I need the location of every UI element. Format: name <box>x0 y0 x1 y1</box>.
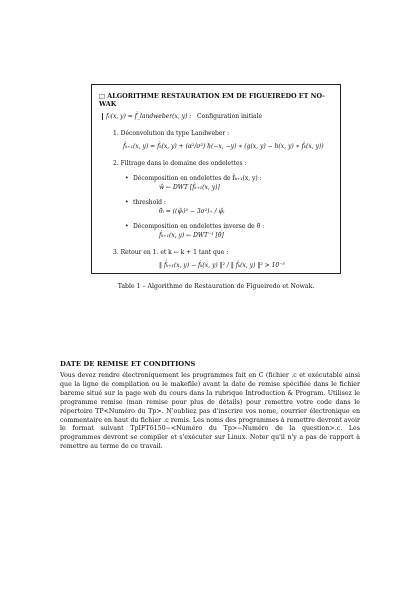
bullet-2-formula: θ̂ᵢ = ((ψ̂ᵢ)² − 3σ²)₊ / ψ̂ᵢ <box>159 208 225 215</box>
algorithm-title: □ ALGORITHME RESTAURATION EM DE FIGUEIREDO ET NO-WAK <box>99 92 325 108</box>
algorithm-box <box>91 84 341 274</box>
bullet-2-text: threshold : <box>133 199 166 206</box>
section-body: Vous devez rendre électroniquement les programmes fait en C (fichier .c et exécutable ainsi que la ligne de compilation ou le makefile) avant la date de remise spécifiée dans le fichier bareme situé sur la page web du cours dans la rubrique Introduction & Program. Utilisez le programme remise (man remise pour plus de détails) pour remettre votre code dans le répertoire TP<Numéro du Tp>. N'oubliez pas d'inscrire vos nome, courrier électronique en commentaire en haut du fichier .c remis. Les noms des programmes à remettre devront avoir le format suivant TpIFT6150−<Numéro du Tp>−Numéro de la question>.c. Les programmes devront se compiler et s'exécuter sur Linux. Noter qu'il n'y a pas de rapport à remettre au terme de ce travail. <box>60 372 360 451</box>
section-title: DATE DE REMISE ET CONDITIONS <box>60 360 196 368</box>
init-label: Configuration initiale <box>197 113 263 120</box>
table-caption: Table 1 – Algorithme de Restauration de Figueiredo et Nowak. <box>117 283 315 290</box>
bullet-3: • Décomposition en ondelettes inverse de θ̂ : <box>125 223 265 230</box>
step-2: 2. Filtrage dans le domaine des ondelettes : <box>113 160 247 167</box>
bullet-1: • Décomposition en ondelettes de f̂ₖ₊₁(x, y) : <box>125 175 262 182</box>
init-formula: f₀(x, y) = f̂_landweber(x, y) : <box>106 113 192 120</box>
bullet-3-formula: f̂ₖ₊₁(x, y) ← DWT⁻¹ [θ̂] <box>159 232 224 239</box>
bullet-1-formula: ŵ ← DWT [f̂ₖ₊₁(x, y)] <box>159 184 220 191</box>
step-1: 1. Déconvolution du type Landweber : <box>113 130 230 137</box>
bullet-3-text: Décomposition en ondelettes inverse de θ̂ : <box>133 223 265 230</box>
step-3-formula: ‖ f̂ₖ₊₁(x, y) − f̂ₖ(x, y) ‖² / ‖ f̂ₖ(x, y) ‖² > 10⁻⁵ <box>159 262 285 269</box>
bullet-1-text: Décomposition en ondelettes de f̂ₖ₊₁(x, y) : <box>133 175 262 182</box>
step-1-formula: f̂ₖ₊₁(x, y) = f̂ₖ(x, y) + (α²/σ²) h(−x, −y) ∗ (g(x, y) − h(x, y) ∗ f̂ₖ(x, y)) <box>123 143 324 150</box>
step-3: 3. Retour en 1. et k ← k + 1 tant que : <box>113 249 229 256</box>
bullet-2: • threshold : <box>125 199 166 206</box>
init-line <box>102 113 333 120</box>
